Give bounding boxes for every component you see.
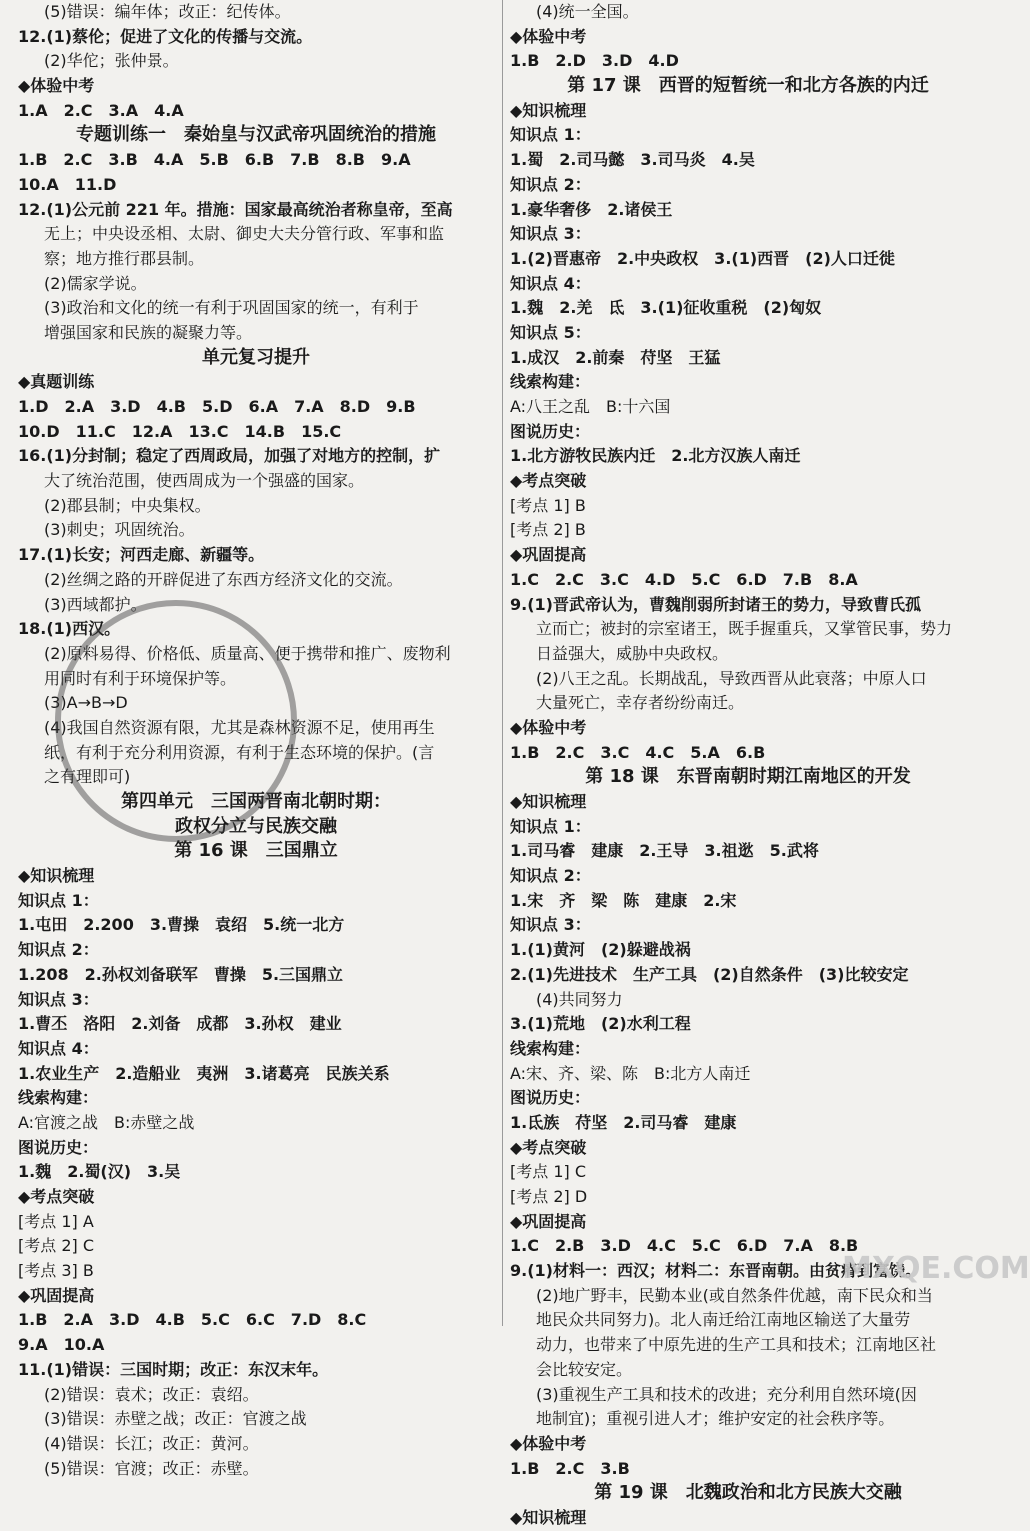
- right-line-19: ◆考点突破: [510, 471, 587, 491]
- right-line-29: ◆体验中考: [510, 717, 587, 737]
- left-line-22: 17.(1)长安；河西走廊、新疆等。: [18, 545, 265, 565]
- left-line-9: 无上；中央设丞相、太尉、御史大夫分管行政、军事和监: [44, 224, 445, 244]
- right-line-31: 第 18 课 东晋南朝时期江南地区的开发: [585, 766, 911, 788]
- right-line-53: 地民众共同努力)。北人南迁给江南地区输送了大量劳: [536, 1310, 911, 1330]
- left-line-27: 用同时有利于环境保护等。: [44, 668, 237, 688]
- right-line-52: (2)地广野丰，民勤本业(或自然条件优越，南下民众和当: [536, 1285, 933, 1305]
- left-line-40: 知识点 3：: [18, 989, 99, 1009]
- right-line-48: [考点 2] D: [510, 1187, 588, 1206]
- right-line-35: 知识点 2：: [510, 866, 591, 886]
- right-line-16: A:八王之乱 B:十六国: [510, 397, 671, 416]
- left-line-35: ◆知识梳理: [18, 866, 95, 886]
- left-line-7: 10.A 11.D: [18, 174, 117, 194]
- right-line-14: 1.成汉 2.前秦 苻坚 王猛: [510, 347, 721, 367]
- right-line-32: ◆知识梳理: [510, 792, 587, 811]
- left-line-23: (2)丝绸之路的开辟促进了东西方经济文化的交流。: [44, 569, 403, 589]
- right-line-43: A:宋、齐、梁、陈 B:北方人南迁: [510, 1063, 751, 1083]
- right-line-57: 地制宜)；重视引进人才；维护安定的社会秩序等。: [536, 1409, 895, 1429]
- left-line-15: ◆真题训练: [18, 372, 95, 392]
- right-line-36: 1.宋 齐 梁 陈 建康 2.宋: [510, 890, 737, 910]
- right-line-15: 线索构建：: [510, 372, 591, 392]
- right-line-33: 知识点 1：: [510, 816, 591, 836]
- left-line-38: 知识点 2：: [18, 940, 99, 960]
- right-line-17: 图说历史：: [510, 421, 591, 441]
- left-line-52: ◆巩固提高: [18, 1285, 95, 1305]
- left-line-41: 1.曹丕 洛阳 2.刘备 成都 3.孙权 建业: [18, 1014, 342, 1034]
- right-line-54: 动力，也带来了中原先进的生产工具和技术；江南地区社: [536, 1335, 937, 1355]
- left-line-13: 增强国家和民族的凝聚力等。: [44, 322, 253, 342]
- right-line-0: (4)统一全国。: [536, 2, 639, 21]
- left-line-48: ◆考点突破: [18, 1187, 95, 1206]
- right-line-46: ◆考点突破: [510, 1137, 587, 1157]
- left-line-33: 政权分立与民族交融: [175, 815, 337, 837]
- left-line-34: 第 16 课 三国鼎立: [174, 840, 338, 862]
- left-line-58: (4)错误：长江；改正：黄河。: [44, 1433, 259, 1453]
- right-line-20: [考点 1] B: [510, 495, 586, 515]
- left-line-6: 1.B 2.C 3.B 4.A 5.B 6.B 7.B 8.B 9.A: [18, 150, 411, 170]
- left-line-18: 16.(1)分封制；稳定了西周政局，加强了对地方的控制，扩: [18, 446, 441, 466]
- right-line-47: [考点 1] C: [510, 1162, 587, 1182]
- right-line-28: 大量死亡，幸存者纷纷南迁。: [536, 693, 745, 713]
- right-line-3: 第 17 课 西晋的短暂统一和北方各族的内迁: [567, 75, 929, 97]
- left-line-11: (2)儒家学说。: [44, 273, 147, 293]
- left-line-20: (2)郡县制；中央集权。: [44, 495, 211, 515]
- right-column: [510, 0, 986, 1527]
- left-line-54: 9.A 10.A: [18, 1335, 105, 1355]
- left-line-1: 12.(1)蔡伦；促进了文化的传播与交流。: [18, 26, 313, 46]
- right-line-22: ◆巩固提高: [510, 545, 587, 565]
- left-line-53: 1.B 2.A 3.D 4.B 5.C 6.C 7.D 8.C: [18, 1310, 367, 1330]
- right-line-21: [考点 2] B: [510, 520, 586, 540]
- left-line-39: 1.208 2.孙权刘备联军 曹操 5.三国鼎立: [18, 964, 344, 984]
- left-line-32: 第四单元 三国两晋南北朝时期：: [121, 791, 391, 812]
- left-line-43: 1.农业生产 2.造船业 夷洲 3.诸葛亮 民族关系: [18, 1063, 390, 1083]
- left-line-21: (3)刺史；巩固统治。: [44, 520, 195, 540]
- right-line-38: 1.(1)黄河 (2)躲避战祸: [510, 940, 691, 960]
- left-line-10: 察；地方推行郡县制。: [44, 248, 205, 268]
- right-line-7: 知识点 2：: [510, 174, 591, 194]
- left-line-47: 1.魏 2.蜀(汉) 3.吴: [18, 1162, 181, 1182]
- left-line-12: (3)政治和文化的统一有利于巩固国家的统一，有利于: [44, 298, 419, 318]
- left-line-31: 之有理即可): [44, 767, 131, 787]
- left-line-46: 图说历史：: [18, 1137, 99, 1157]
- right-line-6: 1.蜀 2.司马懿 3.司马炎 4.吴: [510, 150, 755, 170]
- right-line-39: 2.(1)先进技术 生产工具 (2)自然条件 (3)比较安定: [510, 964, 909, 984]
- right-line-51: 9.(1)材料一：西汉；材料二：东晋南朝。由贫瘠到富饶。: [510, 1261, 921, 1281]
- left-line-16: 1.D 2.A 3.D 4.B 5.D 6.A 7.A 8.D 9.B: [18, 397, 416, 416]
- right-line-24: 9.(1)晋武帝认为，曹魏削弱所封诸王的势力，导致曹氏孤: [510, 594, 921, 614]
- right-line-23: 1.C 2.C 3.C 4.D 5.C 6.D 7.B 8.A: [510, 569, 858, 589]
- left-line-4: 1.A 2.C 3.A 4.A: [18, 100, 184, 120]
- left-line-26: (2)原料易得、价格低、质量高、便于携带和推广、废物利: [44, 643, 451, 663]
- right-line-58: ◆体验中考: [510, 1433, 587, 1453]
- left-line-14: 单元复习提升: [202, 346, 310, 368]
- right-line-37: 知识点 3：: [510, 915, 591, 935]
- right-line-12: 1.魏 2.羌 氐 3.(1)征收重税 (2)匈奴: [510, 298, 822, 318]
- right-line-13: 知识点 5：: [510, 322, 591, 342]
- left-line-19: 大了统治范围，使西周成为一个强盛的国家。: [44, 471, 365, 491]
- right-line-56: (3)重视生产工具和技术的改进；充分利用自然环境(因: [536, 1384, 917, 1404]
- left-line-8: 12.(1)公元前 221 年。措施：国家最高统治者称皇帝，至高: [18, 199, 453, 219]
- left-column: [18, 0, 494, 1478]
- right-line-55: 会比较安定。: [536, 1359, 633, 1379]
- left-line-24: (3)西域都护。: [44, 594, 147, 614]
- left-line-3: ◆体验中考: [18, 76, 95, 96]
- right-line-40: (4)共同努力: [536, 989, 623, 1009]
- left-line-29: (4)我国自然资源有限，尤其是森林资源不足，使用再生: [44, 717, 435, 737]
- column-divider: [502, 0, 503, 1326]
- left-line-37: 1.屯田 2.200 3.曹操 袁绍 5.统一北方: [18, 915, 345, 935]
- left-line-2: (2)华佗；张仲景。: [44, 51, 179, 71]
- right-line-27: (2)八王之乱。长期战乱，导致西晋从此衰落；中原人口: [536, 668, 927, 688]
- left-line-59: (5)错误：官渡；改正：赤壁。: [44, 1458, 259, 1478]
- right-line-45: 1.氐族 苻坚 2.司马睿 建康: [510, 1112, 737, 1132]
- right-line-59: 1.B 2.C 3.B: [510, 1458, 630, 1478]
- left-line-25: 18.(1)西汉。: [18, 619, 121, 639]
- left-line-57: (3)错误：赤壁之战；改正：官渡之战: [44, 1409, 307, 1429]
- left-line-45: A:官渡之战 B:赤壁之战: [18, 1112, 195, 1132]
- left-line-51: [考点 3] B: [18, 1261, 94, 1281]
- right-line-61: ◆知识梳理: [510, 1507, 587, 1527]
- left-line-50: [考点 2] C: [18, 1236, 95, 1256]
- left-line-5: 专题训练一 秦始皇与汉武帝巩固统治的措施: [76, 124, 436, 146]
- left-line-44: 线索构建：: [18, 1088, 99, 1108]
- right-line-4: ◆知识梳理: [510, 100, 587, 120]
- left-line-49: [考点 1] A: [18, 1211, 94, 1231]
- right-line-30: 1.B 2.C 3.C 4.C 5.A 6.B: [510, 742, 766, 762]
- right-line-41: 3.(1)荒地 (2)水利工程: [510, 1014, 691, 1034]
- left-line-36: 知识点 1：: [18, 890, 99, 910]
- right-line-42: 线索构建：: [510, 1038, 591, 1058]
- right-line-8: 1.豪华奢侈 2.诸侯王: [510, 199, 673, 219]
- right-line-50: 1.C 2.B 3.D 4.C 5.C 6.D 7.A 8.B: [510, 1236, 859, 1256]
- right-line-44: 图说历史：: [510, 1088, 591, 1108]
- right-line-10: 1.(2)晋惠帝 2.中央政权 3.(1)西晋 (2)人口迁徙: [510, 248, 895, 268]
- right-line-1: ◆体验中考: [510, 26, 587, 46]
- right-line-11: 知识点 4：: [510, 273, 591, 293]
- left-line-17: 10.D 11.C 12.A 13.C 14.B 15.C: [18, 421, 342, 441]
- left-line-28: (3)A→B→D: [44, 693, 128, 713]
- right-line-34: 1.司马睿 建康 2.王导 3.祖逖 5.武将: [510, 841, 819, 861]
- right-line-5: 知识点 1：: [510, 125, 591, 145]
- corner-watermark-logo: MXQE.COM: [842, 1251, 1030, 1286]
- right-line-9: 知识点 3：: [510, 224, 591, 244]
- right-line-26: 日益强大，威胁中央政权。: [536, 643, 729, 663]
- right-line-25: 立而亡；被封的宗室诸王，既手握重兵，又掌管民事，势力: [536, 619, 953, 639]
- right-line-2: 1.B 2.D 3.D 4.D: [510, 51, 679, 71]
- right-line-49: ◆巩固提高: [510, 1211, 587, 1231]
- right-line-18: 1.北方游牧民族内迁 2.北方汉族人南迁: [510, 446, 801, 466]
- left-line-56: (2)错误：袁术；改正：袁绍。: [44, 1384, 259, 1404]
- left-line-0: (5)错误：编年体；改正：纪传体。: [44, 2, 291, 21]
- left-line-42: 知识点 4：: [18, 1038, 99, 1058]
- left-line-55: 11.(1)错误：三国时期；改正：东汉末年。: [18, 1359, 329, 1379]
- left-line-30: 纸，有利于充分利用资源，有利于生态环境的保护。(言: [44, 742, 435, 762]
- right-line-60: 第 19 课 北魏政治和北方民族大交融: [594, 1482, 902, 1504]
